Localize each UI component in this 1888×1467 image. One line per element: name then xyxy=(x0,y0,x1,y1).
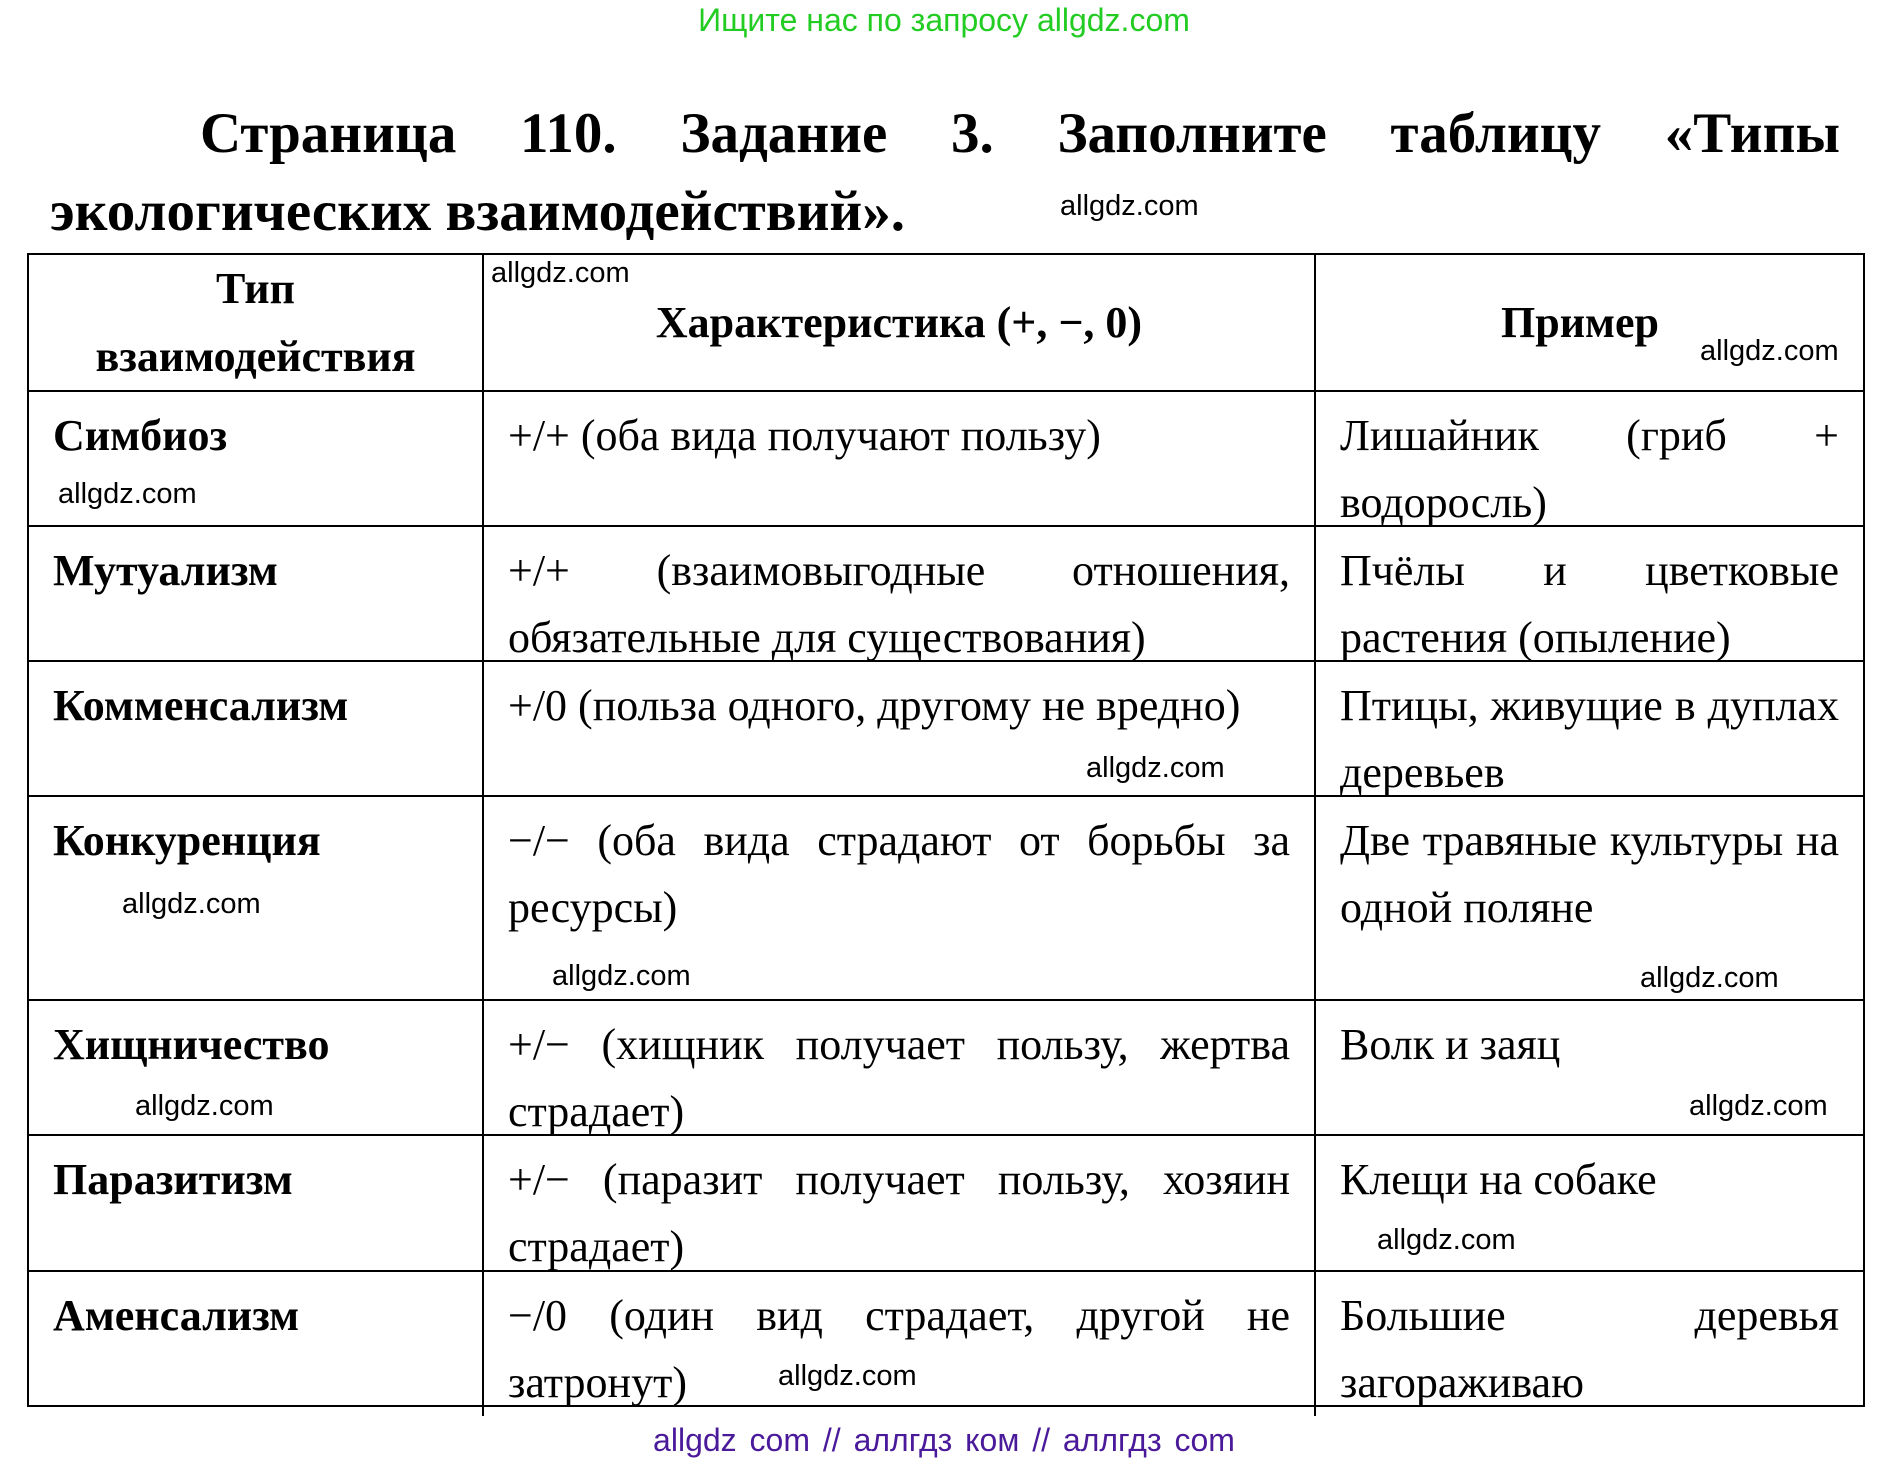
cell-type: Хищничество xyxy=(29,1001,484,1136)
cell-characteristic: −/− (оба вида страдают от борьбы за ресурсы) xyxy=(484,797,1316,1001)
cell-characteristic: −/0 (один вид страдает, другой не затронут) xyxy=(484,1272,1316,1416)
cell-example: Пчёлы и цветковые растения (опыление) xyxy=(1316,527,1863,662)
cell-type: Паразитизм xyxy=(29,1136,484,1272)
header-type xyxy=(29,255,484,392)
cell-example: Клещи на собаке xyxy=(1316,1136,1863,1272)
top-banner-watermark: Ищите нас по запросу allgdz.com xyxy=(698,2,1190,38)
watermark: allgdz.com xyxy=(552,960,691,992)
cell-example: Две травяные культуры на одной поляне xyxy=(1316,797,1863,1001)
cell-example: Птицы, живущие в дуплах деревьев xyxy=(1316,662,1863,797)
cell-type: Комменсализм xyxy=(29,662,484,797)
watermark: allgdz.com xyxy=(1700,335,1839,367)
cell-type: Симбиоз xyxy=(29,392,484,527)
header-type-line2: взаимодействия xyxy=(95,331,416,381)
cell-characteristic: +/0 (польза одного, другому не вредно) xyxy=(484,662,1316,797)
watermark: allgdz.com xyxy=(1640,962,1779,994)
watermark: allgdz.com xyxy=(778,1360,917,1392)
watermark: allgdz.com xyxy=(1377,1224,1516,1256)
title-line-2: экологических взаимодействий». xyxy=(50,180,905,243)
cell-characteristic: +/+ (взаимовыгодные отношения, обязательные для существования) xyxy=(484,527,1316,662)
watermark: allgdz.com xyxy=(135,1090,274,1122)
cell-example: Большие деревья загораживаю xyxy=(1340,1291,1839,1407)
header-example: Пример xyxy=(1316,255,1863,392)
title-line-1: Страница 110. Задание 3. Заполните таблицу «Типы xyxy=(200,102,1840,165)
watermark: allgdz.com xyxy=(1086,752,1225,784)
header-type-line1: Тип xyxy=(216,263,295,313)
cell-type: Конкуренция xyxy=(29,797,484,1001)
watermark: allgdz.com xyxy=(58,478,197,510)
cell-characteristic: +/− (паразит получает пользу, хозяин страдает) xyxy=(484,1136,1316,1272)
watermark: allgdz.com xyxy=(1060,190,1199,222)
watermark: allgdz.com xyxy=(122,888,261,920)
watermark: allgdz.com xyxy=(1689,1090,1828,1122)
cell-characteristic: +/+ (оба вида получают пользу) xyxy=(484,392,1316,527)
watermark: allgdz.com xyxy=(491,257,630,289)
cell-example: Волк и заяц xyxy=(1316,1001,1863,1136)
cell-type: Аменсализм xyxy=(29,1272,484,1416)
page-title xyxy=(50,95,1840,251)
header-characteristic: Характеристика (+, −, 0) xyxy=(484,255,1316,392)
interactions-table xyxy=(27,253,1865,1407)
cell-type: Мутуализм xyxy=(29,527,484,662)
cell-characteristic: +/− (хищник получает пользу, жертва страдает) xyxy=(484,1001,1316,1136)
cell-example: Лишайник (гриб + водоросль) xyxy=(1316,392,1863,527)
footer-watermark: allgdz com // аллгдз ком // аллгдз com xyxy=(653,1422,1235,1458)
